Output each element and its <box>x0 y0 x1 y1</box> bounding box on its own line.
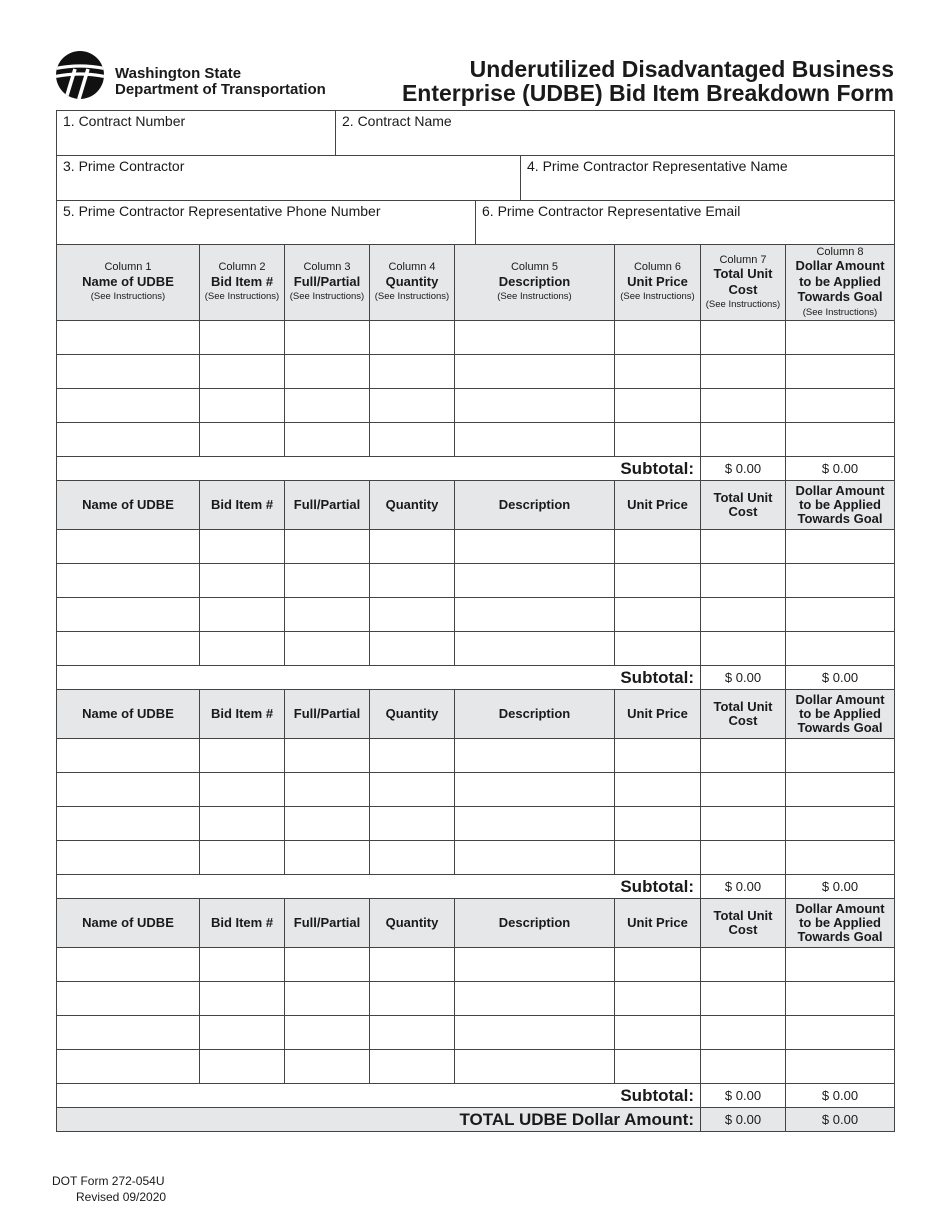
form-header <box>0 0 950 110</box>
subtotal-label: Subtotal: <box>57 1084 701 1108</box>
udbe-name-cell[interactable] <box>57 632 200 666</box>
udbe-name-cell[interactable] <box>57 423 200 457</box>
quantity-cell[interactable] <box>370 1050 455 1084</box>
total-unit-cost-cell[interactable] <box>701 355 786 389</box>
table-row <box>57 841 895 875</box>
table-row <box>57 530 895 564</box>
description-cell[interactable] <box>455 948 615 982</box>
subtotal-row <box>57 666 895 690</box>
contract-info-table <box>56 110 895 246</box>
goal-amount-header: Dollar Amount to be Applied Towards Goal <box>786 481 895 530</box>
unit-price-header: Unit Price <box>615 899 701 948</box>
udbe-name-cell[interactable] <box>57 1050 200 1084</box>
subtotal-total-unit-cost: $ 0.00 <box>701 875 786 899</box>
unit-price-cell[interactable] <box>615 355 701 389</box>
total-unit-cost-cell[interactable] <box>701 739 786 773</box>
description-cell[interactable] <box>455 321 615 355</box>
full-partial-cell[interactable] <box>285 389 370 423</box>
udbe-name-cell[interactable] <box>57 948 200 982</box>
table-row <box>57 739 895 773</box>
bid-item-cell[interactable] <box>200 598 285 632</box>
full-partial-header: Full/Partial <box>285 690 370 739</box>
subtotal-row <box>57 875 895 899</box>
col2-header: Column 2 Bid Item # (See Instructions) <box>200 245 285 321</box>
goal-amount-header: Dollar Amount to be Applied Towards Goal <box>786 899 895 948</box>
udbe-name-cell[interactable] <box>57 389 200 423</box>
description-cell[interactable] <box>455 632 615 666</box>
subtotal-goal-amount: $ 0.00 <box>786 875 895 899</box>
unit-price-cell[interactable] <box>615 321 701 355</box>
rep-phone-label: 5. Prime Contractor Representative Phone Number <box>63 203 381 219</box>
subtotal-label: Subtotal: <box>57 875 701 899</box>
goal-amount-cell[interactable] <box>786 598 895 632</box>
title-line2: Enterprise (UDBE) Bid Item Breakdown Form <box>401 80 894 106</box>
full-partial-cell[interactable] <box>285 841 370 875</box>
table-row <box>57 321 895 355</box>
total-unit-cost: $ 0.00 <box>701 1108 786 1132</box>
goal-amount-cell[interactable] <box>786 1016 895 1050</box>
unit-price-cell[interactable] <box>615 1016 701 1050</box>
bid-item-cell[interactable] <box>200 739 285 773</box>
unit-price-cell[interactable] <box>615 807 701 841</box>
bid-item-cell[interactable] <box>200 389 285 423</box>
name-header: Name of UDBE <box>57 690 200 739</box>
quantity-cell[interactable] <box>370 389 455 423</box>
bid-item-cell[interactable] <box>200 321 285 355</box>
udbe-name-cell[interactable] <box>57 773 200 807</box>
form-footer <box>52 1173 166 1205</box>
quantity-header: Quantity <box>370 899 455 948</box>
unit-price-header: Unit Price <box>615 690 701 739</box>
unit-price-header: Unit Price <box>615 481 701 530</box>
udbe-name-cell[interactable] <box>57 982 200 1016</box>
bid-item-header: Bid Item # <box>200 899 285 948</box>
quantity-cell[interactable] <box>370 841 455 875</box>
quantity-header: Quantity <box>370 690 455 739</box>
unit-price-cell[interactable] <box>615 598 701 632</box>
full-partial-cell[interactable] <box>285 773 370 807</box>
full-partial-header: Full/Partial <box>285 899 370 948</box>
full-partial-cell[interactable] <box>285 948 370 982</box>
subtotal-row <box>57 457 895 481</box>
description-cell[interactable] <box>455 598 615 632</box>
bid-item-cell[interactable] <box>200 632 285 666</box>
description-cell[interactable] <box>455 773 615 807</box>
total-unit-cost-header: Total Unit Cost <box>701 690 786 739</box>
full-partial-cell[interactable] <box>285 598 370 632</box>
bid-item-cell[interactable] <box>200 423 285 457</box>
rep-name-field[interactable] <box>521 156 895 201</box>
quantity-cell[interactable] <box>370 530 455 564</box>
total-unit-cost-cell[interactable] <box>701 564 786 598</box>
quantity-cell[interactable] <box>370 355 455 389</box>
bid-item-header: Bid Item # <box>200 690 285 739</box>
description-cell[interactable] <box>455 982 615 1016</box>
full-partial-header: Full/Partial <box>285 481 370 530</box>
agency-line2: Department of Transportation <box>115 81 326 98</box>
full-partial-cell[interactable] <box>285 1050 370 1084</box>
subtotal-goal-amount: $ 0.00 <box>786 1084 895 1108</box>
goal-amount-cell[interactable] <box>786 739 895 773</box>
total-unit-cost-cell[interactable] <box>701 841 786 875</box>
total-unit-cost-cell[interactable] <box>701 948 786 982</box>
table-row <box>57 773 895 807</box>
quantity-cell[interactable] <box>370 807 455 841</box>
quantity-cell[interactable] <box>370 598 455 632</box>
unit-price-cell[interactable] <box>615 982 701 1016</box>
goal-amount-cell[interactable] <box>786 841 895 875</box>
bid-item-header: Bid Item # <box>200 481 285 530</box>
description-cell[interactable] <box>455 1016 615 1050</box>
repeat-header-row <box>57 481 895 530</box>
total-unit-cost-header: Total Unit Cost <box>701 481 786 530</box>
bid-item-cell[interactable] <box>200 841 285 875</box>
udbe-name-cell[interactable] <box>57 598 200 632</box>
total-unit-cost-cell[interactable] <box>701 423 786 457</box>
goal-amount-cell[interactable] <box>786 632 895 666</box>
total-unit-cost-cell[interactable] <box>701 530 786 564</box>
table-row <box>57 948 895 982</box>
revision-date: Revised 09/2020 <box>76 1190 167 1204</box>
udbe-name-cell[interactable] <box>57 1016 200 1050</box>
agency-name <box>115 66 326 98</box>
subtotal-label: Subtotal: <box>57 666 701 690</box>
quantity-cell[interactable] <box>370 1016 455 1050</box>
table-row <box>57 564 895 598</box>
total-unit-cost-cell[interactable] <box>701 321 786 355</box>
quantity-cell[interactable] <box>370 423 455 457</box>
unit-price-cell[interactable] <box>615 841 701 875</box>
goal-amount-cell[interactable] <box>786 355 895 389</box>
table-row <box>57 423 895 457</box>
description-header: Description <box>455 690 615 739</box>
total-unit-cost-cell[interactable] <box>701 1016 786 1050</box>
unit-price-cell[interactable] <box>615 564 701 598</box>
contract-name-label: 2. Contract Name <box>342 113 452 129</box>
table-row <box>57 1016 895 1050</box>
quantity-header: Quantity <box>370 481 455 530</box>
goal-amount-cell[interactable] <box>786 982 895 1016</box>
total-unit-cost-cell[interactable] <box>701 389 786 423</box>
table-row <box>57 982 895 1016</box>
udbe-name-cell[interactable] <box>57 321 200 355</box>
prime-contractor-field[interactable] <box>57 156 521 201</box>
udbe-name-cell[interactable] <box>57 355 200 389</box>
udbe-name-cell[interactable] <box>57 739 200 773</box>
unit-price-cell[interactable] <box>615 423 701 457</box>
repeat-header-row <box>57 690 895 739</box>
subtotal-total-unit-cost: $ 0.00 <box>701 1084 786 1108</box>
description-cell[interactable] <box>455 807 615 841</box>
contract-number-label: 1. Contract Number <box>63 113 186 129</box>
name-header: Name of UDBE <box>57 481 200 530</box>
prime-contractor-label: 3. Prime Contractor <box>63 158 185 174</box>
subtotal-total-unit-cost: $ 0.00 <box>701 457 786 481</box>
bid-item-cell[interactable] <box>200 1016 285 1050</box>
goal-amount-cell[interactable] <box>786 564 895 598</box>
full-partial-cell[interactable] <box>285 564 370 598</box>
table-row <box>57 389 895 423</box>
full-partial-cell[interactable] <box>285 739 370 773</box>
full-partial-cell[interactable] <box>285 807 370 841</box>
subtotal-row <box>57 1084 895 1108</box>
col5-header: Column 5 Description (See Instructions) <box>455 245 615 321</box>
agency-line1: Washington State <box>115 65 242 82</box>
quantity-cell[interactable] <box>370 982 455 1016</box>
udbe-name-cell[interactable] <box>57 530 200 564</box>
unit-price-cell[interactable] <box>615 1050 701 1084</box>
total-unit-cost-cell[interactable] <box>701 807 786 841</box>
goal-amount-header: Dollar Amount to be Applied Towards Goal <box>786 690 895 739</box>
goal-amount-cell[interactable] <box>786 807 895 841</box>
total-unit-cost-cell[interactable] <box>701 773 786 807</box>
table-row <box>57 598 895 632</box>
description-cell[interactable] <box>455 564 615 598</box>
bid-item-table <box>56 244 895 1132</box>
full-partial-cell[interactable] <box>285 632 370 666</box>
contract-name-field[interactable] <box>336 111 895 156</box>
quantity-cell[interactable] <box>370 321 455 355</box>
description-cell[interactable] <box>455 1050 615 1084</box>
goal-amount-cell[interactable] <box>786 389 895 423</box>
goal-amount-cell[interactable] <box>786 773 895 807</box>
subtotal-label: Subtotal: <box>57 457 701 481</box>
unit-price-cell[interactable] <box>615 632 701 666</box>
total-unit-cost-cell[interactable] <box>701 598 786 632</box>
col3-header: Column 3 Full/Partial (See Instructions) <box>285 245 370 321</box>
udbe-name-cell[interactable] <box>57 564 200 598</box>
quantity-cell[interactable] <box>370 773 455 807</box>
form-number: DOT Form 272-054U <box>52 1174 165 1188</box>
total-goal-amount: $ 0.00 <box>786 1108 895 1132</box>
full-partial-cell[interactable] <box>285 355 370 389</box>
total-unit-cost-cell[interactable] <box>701 1050 786 1084</box>
quantity-cell[interactable] <box>370 632 455 666</box>
quantity-cell[interactable] <box>370 564 455 598</box>
rep-phone-field[interactable] <box>57 201 476 246</box>
total-label: TOTAL UDBE Dollar Amount: <box>57 1108 701 1132</box>
full-partial-cell[interactable] <box>285 321 370 355</box>
description-header: Description <box>455 481 615 530</box>
description-cell[interactable] <box>455 389 615 423</box>
total-unit-cost-cell[interactable] <box>701 632 786 666</box>
goal-amount-cell[interactable] <box>786 530 895 564</box>
goal-amount-cell[interactable] <box>786 1050 895 1084</box>
bid-item-cell[interactable] <box>200 1050 285 1084</box>
col1-header: Column 1 Name of UDBE (See Instructions) <box>57 245 200 321</box>
table-row <box>57 355 895 389</box>
table-row <box>57 807 895 841</box>
description-cell[interactable] <box>455 423 615 457</box>
quantity-cell[interactable] <box>370 739 455 773</box>
col7-header: Column 7 Total Unit Cost (See Instructions) <box>701 245 786 321</box>
unit-price-cell[interactable] <box>615 530 701 564</box>
description-cell[interactable] <box>455 841 615 875</box>
col8-header: Column 8 Dollar Amount to be Applied Towards Goal (See Instructions) <box>786 245 895 321</box>
contract-number-field[interactable] <box>57 111 336 156</box>
full-partial-cell[interactable] <box>285 423 370 457</box>
full-partial-cell[interactable] <box>285 982 370 1016</box>
total-unit-cost-header: Total Unit Cost <box>701 899 786 948</box>
unit-price-cell[interactable] <box>615 739 701 773</box>
quantity-cell[interactable] <box>370 948 455 982</box>
goal-amount-cell[interactable] <box>786 321 895 355</box>
subtotal-total-unit-cost: $ 0.00 <box>701 666 786 690</box>
bid-item-cell[interactable] <box>200 564 285 598</box>
description-header: Description <box>455 899 615 948</box>
column-header-row <box>57 245 895 321</box>
unit-price-cell[interactable] <box>615 389 701 423</box>
table-row <box>57 632 895 666</box>
bid-item-cell[interactable] <box>200 773 285 807</box>
bid-item-cell[interactable] <box>200 807 285 841</box>
rep-email-field[interactable] <box>476 201 895 246</box>
description-cell[interactable] <box>455 739 615 773</box>
goal-amount-cell[interactable] <box>786 948 895 982</box>
subtotal-goal-amount: $ 0.00 <box>786 666 895 690</box>
total-row <box>57 1108 895 1132</box>
col4-header: Column 4 Quantity (See Instructions) <box>370 245 455 321</box>
subtotal-goal-amount: $ 0.00 <box>786 457 895 481</box>
bid-item-cell[interactable] <box>200 530 285 564</box>
bid-item-cell[interactable] <box>200 355 285 389</box>
col6-header: Column 6 Unit Price (See Instructions) <box>615 245 701 321</box>
total-unit-cost-cell[interactable] <box>701 982 786 1016</box>
description-cell[interactable] <box>455 530 615 564</box>
name-header: Name of UDBE <box>57 899 200 948</box>
rep-email-label: 6. Prime Contractor Representative Email <box>482 203 741 219</box>
udbe-name-cell[interactable] <box>57 841 200 875</box>
udbe-name-cell[interactable] <box>57 807 200 841</box>
goal-amount-cell[interactable] <box>786 423 895 457</box>
table-row <box>57 1050 895 1084</box>
bid-item-cell[interactable] <box>200 948 285 982</box>
rep-name-label: 4. Prime Contractor Representative Name <box>527 158 788 174</box>
form-title <box>402 57 894 105</box>
repeat-header-row <box>57 899 895 948</box>
unit-price-cell[interactable] <box>615 773 701 807</box>
title-line1: Underutilized Disadvantaged Business <box>469 56 894 82</box>
wsdot-logo-icon <box>55 50 105 100</box>
bid-item-cell[interactable] <box>200 982 285 1016</box>
full-partial-cell[interactable] <box>285 1016 370 1050</box>
full-partial-cell[interactable] <box>285 530 370 564</box>
description-cell[interactable] <box>455 355 615 389</box>
unit-price-cell[interactable] <box>615 948 701 982</box>
